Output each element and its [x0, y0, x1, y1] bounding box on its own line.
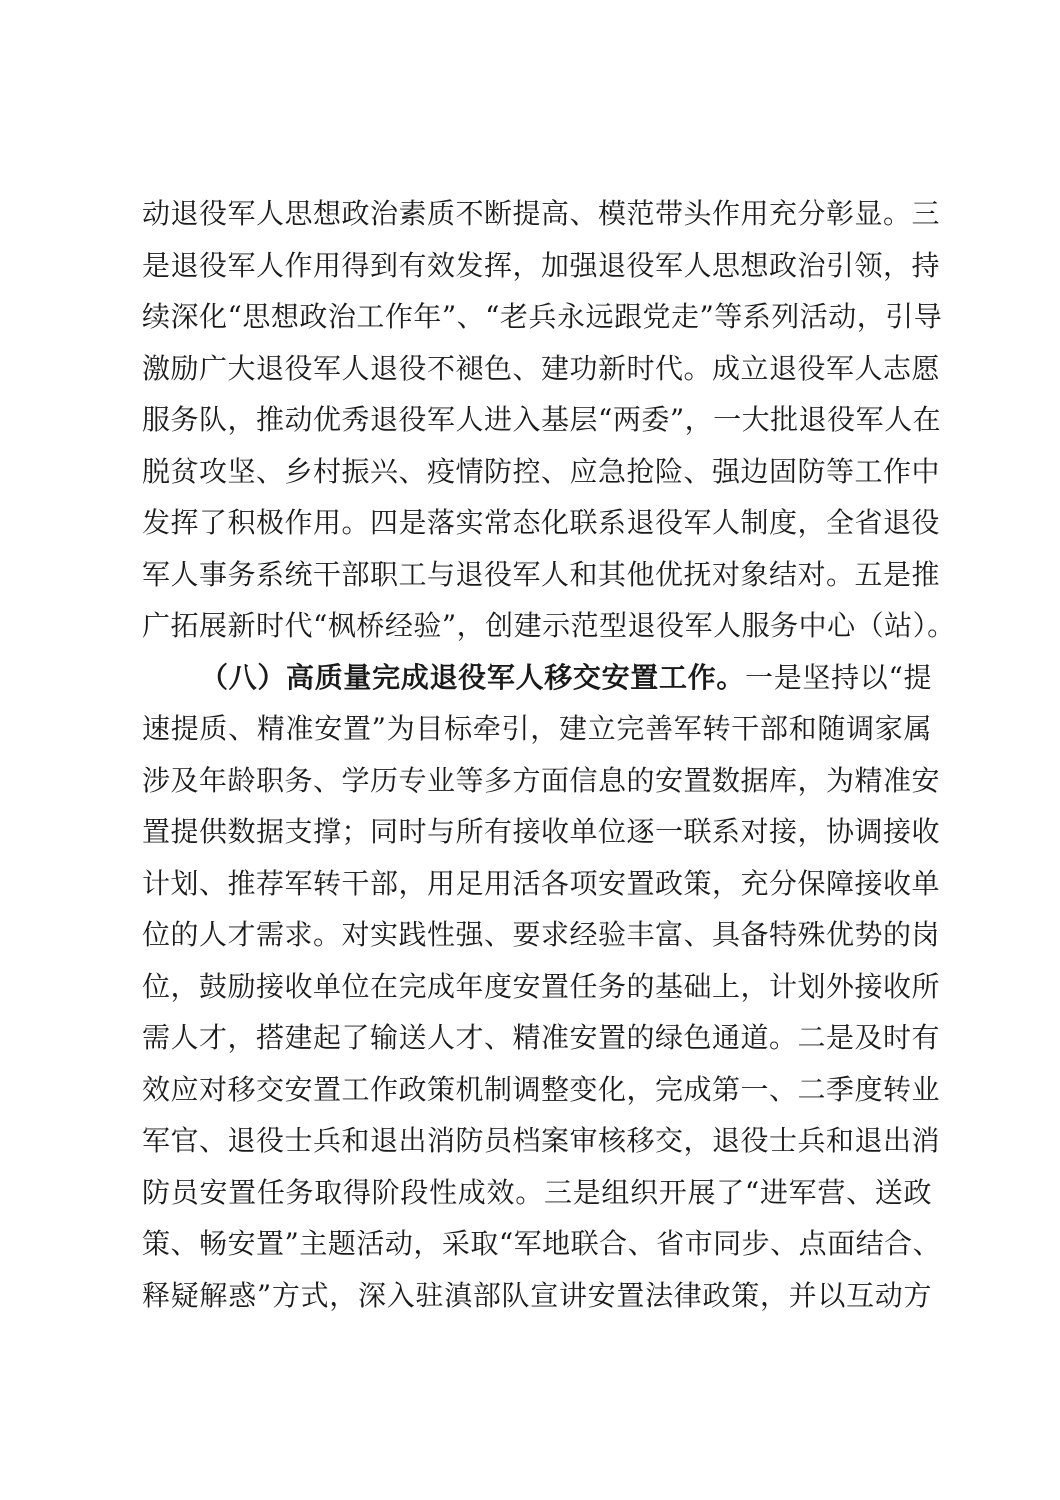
text-line: 防员安置任务取得阶段性成效。三是组织开展了“进军营、送政 [142, 1175, 932, 1209]
text-line: 计划、推荐军转干部，用足用活各项安置政策，充分保障接收单 [142, 866, 941, 900]
text-line: 脱贫攻坚、乡村振兴、疫情防控、应急抢险、强边固防等工作中 [142, 454, 941, 488]
text-line: 激励广大退役军人退役不褪色、建功新时代。成立退役军人志愿 [142, 351, 941, 385]
text-line: 速提质、精准安置”为目标牵引，建立完善军转干部和随调家属 [142, 712, 932, 745]
text-line: 广拓展新时代“枫桥经验”，创建示范型退役军人服务中心（站）。 [142, 609, 956, 642]
body-text [142, 188, 956, 1321]
text-line: 发挥了积极作用。四是落实常态化联系退役军人制度，全省退役 [142, 506, 941, 539]
section-heading-line [142, 652, 932, 704]
text-line: 涉及年龄职务、学历专业等多方面信息的安置数据库，为精准安 [142, 763, 941, 797]
text-line: 策、畅安置”主题活动，采取“军地联合、省市同步、点面结合、 [142, 1227, 942, 1260]
text-line: 军人事务系统干部职工与退役军人和其他优抚对象结对。五是推 [142, 557, 941, 591]
text-line: 释疑解惑”方式，深入驻滇部队宣讲安置法律政策，并以互动方 [142, 1278, 932, 1312]
text-line: 服务队，推动优秀退役军人进入基层“两委”，一大批退役军人在 [142, 403, 942, 436]
text-line: 效应对移交安置工作政策机制调整变化，完成第一、二季度转业 [142, 1072, 941, 1106]
text-line: 动退役军人思想政治素质不断提高、模范带头作用充分彰显。三 [142, 197, 941, 230]
text-line: 是退役军人作用得到有效发挥，加强退役军人思想政治引领，持 [142, 248, 941, 282]
text-line: 位，鼓励接收单位在完成年度安置任务的基础上，计划外接收所 [142, 969, 941, 1003]
text-line: 位的人才需求。对实践性强、要求经验丰富、具备特殊优势的岗 [142, 918, 941, 951]
section-heading: （八）高质量完成退役军人移交安置工作。 [200, 660, 746, 694]
text-line: 续深化“思想政治工作年”、“老兵永远跟党走”等系列活动，引导 [142, 300, 943, 333]
text-line: 置提供数据支撑；同时与所有接收单位逐一联系对接，协调接收 [142, 815, 941, 848]
text-line: 需人才，搭建起了输送人才、精准安置的绿色通道。二是及时有 [142, 1021, 941, 1054]
section-heading-rest: 一是坚持以“提 [745, 660, 932, 694]
text-line: 军官、退役士兵和退出消防员档案审核移交，退役士兵和退出消 [142, 1124, 941, 1157]
